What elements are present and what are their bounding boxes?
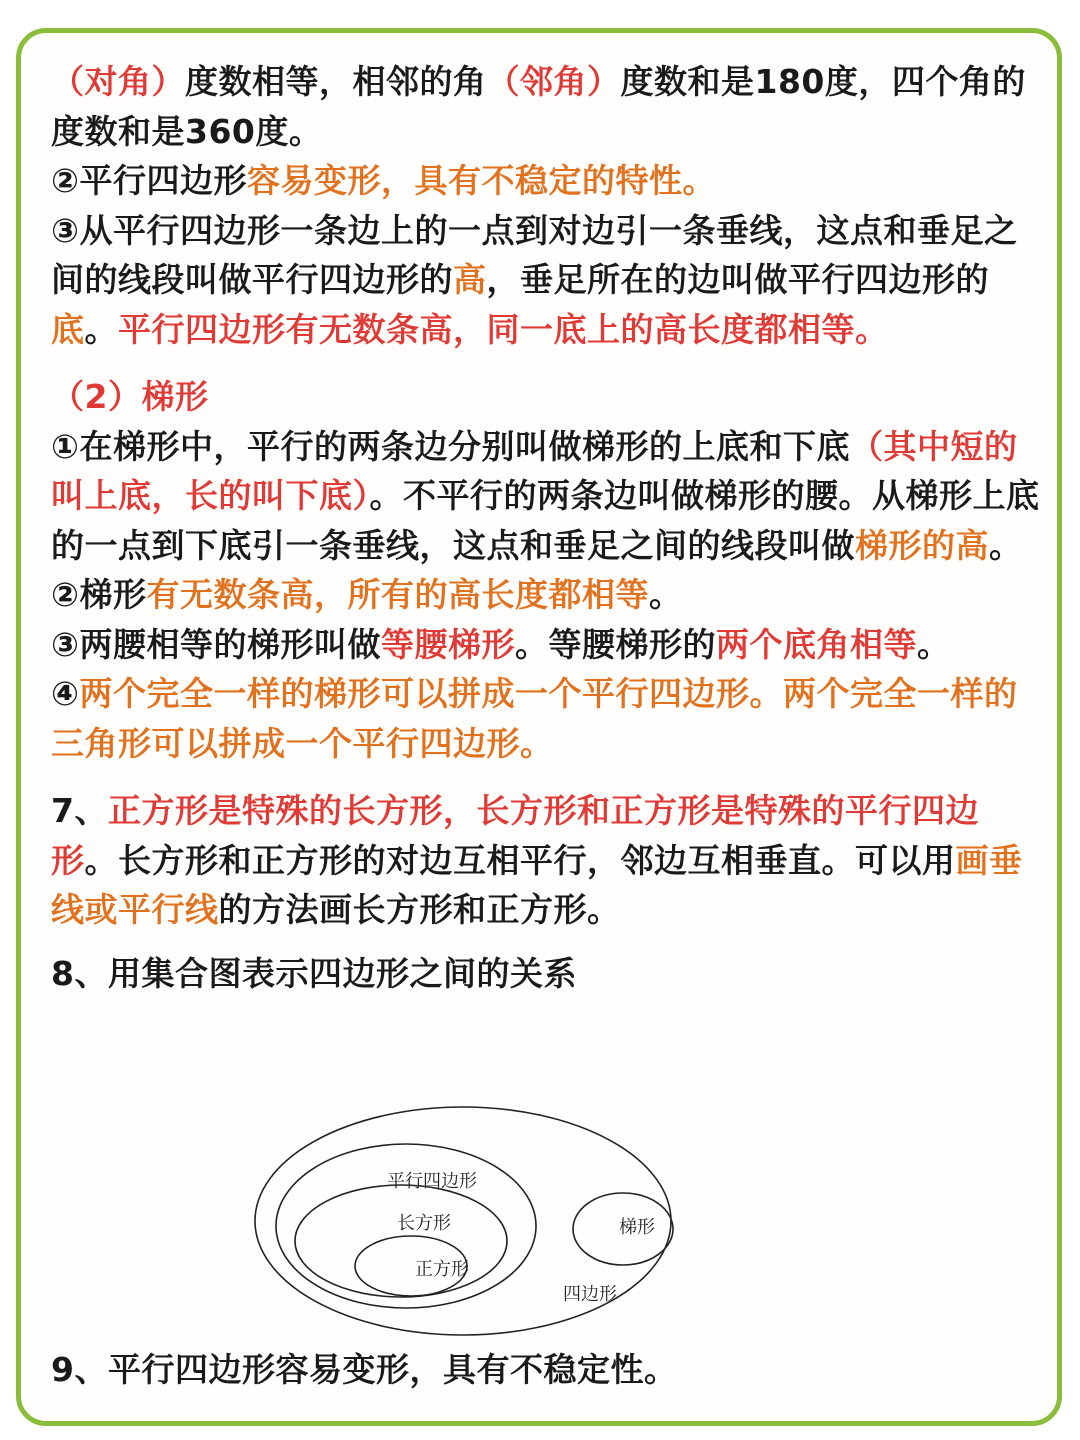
label-trapezoid: 梯形 <box>619 1217 655 1238</box>
label-rectangle: 长方形 <box>397 1213 451 1234</box>
label-square: 正方形 <box>415 1259 469 1280</box>
paragraph-section-7: 7、正方形是特殊的长方形，长方形和正方形是特殊的平行四边形。长方形和正方形的对边互相平行，邻边互相垂直。可以用画垂线或平行线的方法画长方形和正方形。 <box>51 791 1023 929</box>
content-card <box>16 28 1062 1426</box>
label-parallelogram: 平行四边形 <box>387 1171 477 1192</box>
paragraph-isosceles-trapezoid: ③两腰相等的梯形叫做等腰梯形。等腰梯形的两个底角相等。 <box>51 624 951 664</box>
paragraph-parallelogram-height: ③从平行四边形一条边上的一点到对边引一条垂线，这点和垂足之间的线段叫做平行四边形的高，垂足所在的边叫做平行四边形的底。平行四边形有无数条高，同一底上的高长度都相等。 <box>51 210 1018 349</box>
paragraph-parallelogram-angles: （对角）度数相等，相邻的角（邻角）度数和是180度，四个角的度数和是360度。 <box>51 62 1026 151</box>
quadrilateral-venn-diagram <box>251 1101 681 1341</box>
paragraph-parallelogram-unstable: ②平行四边形容易变形，具有不稳定的特性。 <box>51 161 716 200</box>
paragraph-section-9: 9、平行四边形容易变形，具有不稳定性。 <box>51 1350 678 1389</box>
trapezoid-heading: （2）梯形 <box>51 377 209 416</box>
paragraph-trapezoid-definition: ①在梯形中，平行的两条边分别叫做梯形的上底和下底（其中短的叫上底，长的叫下底）。不平行的两条边叫做梯形的腰。从梯形上底的一点到下底引一条垂线，这点和垂足之间的线段叫做梯形的高。 <box>51 426 1040 565</box>
paragraph-section-8: 8、用集合图表示四边形之间的关系 <box>51 953 577 993</box>
rectangle-ellipse <box>295 1185 507 1297</box>
label-quadrilateral: 四边形 <box>563 1284 617 1305</box>
paragraph-combine-shapes: ④两个完全一样的梯形可以拼成一个平行四边形。两个完全一样的三角形可以拼成一个平行四边形。 <box>51 674 1018 763</box>
paragraph-trapezoid-heights: ②梯形有无数条高，所有的高长度都相等。 <box>51 575 683 614</box>
highlight-adjacent-angles: （邻角） <box>486 62 621 101</box>
highlight-opposite-angles: （对角） <box>51 62 185 101</box>
article-body <box>51 57 1041 998</box>
